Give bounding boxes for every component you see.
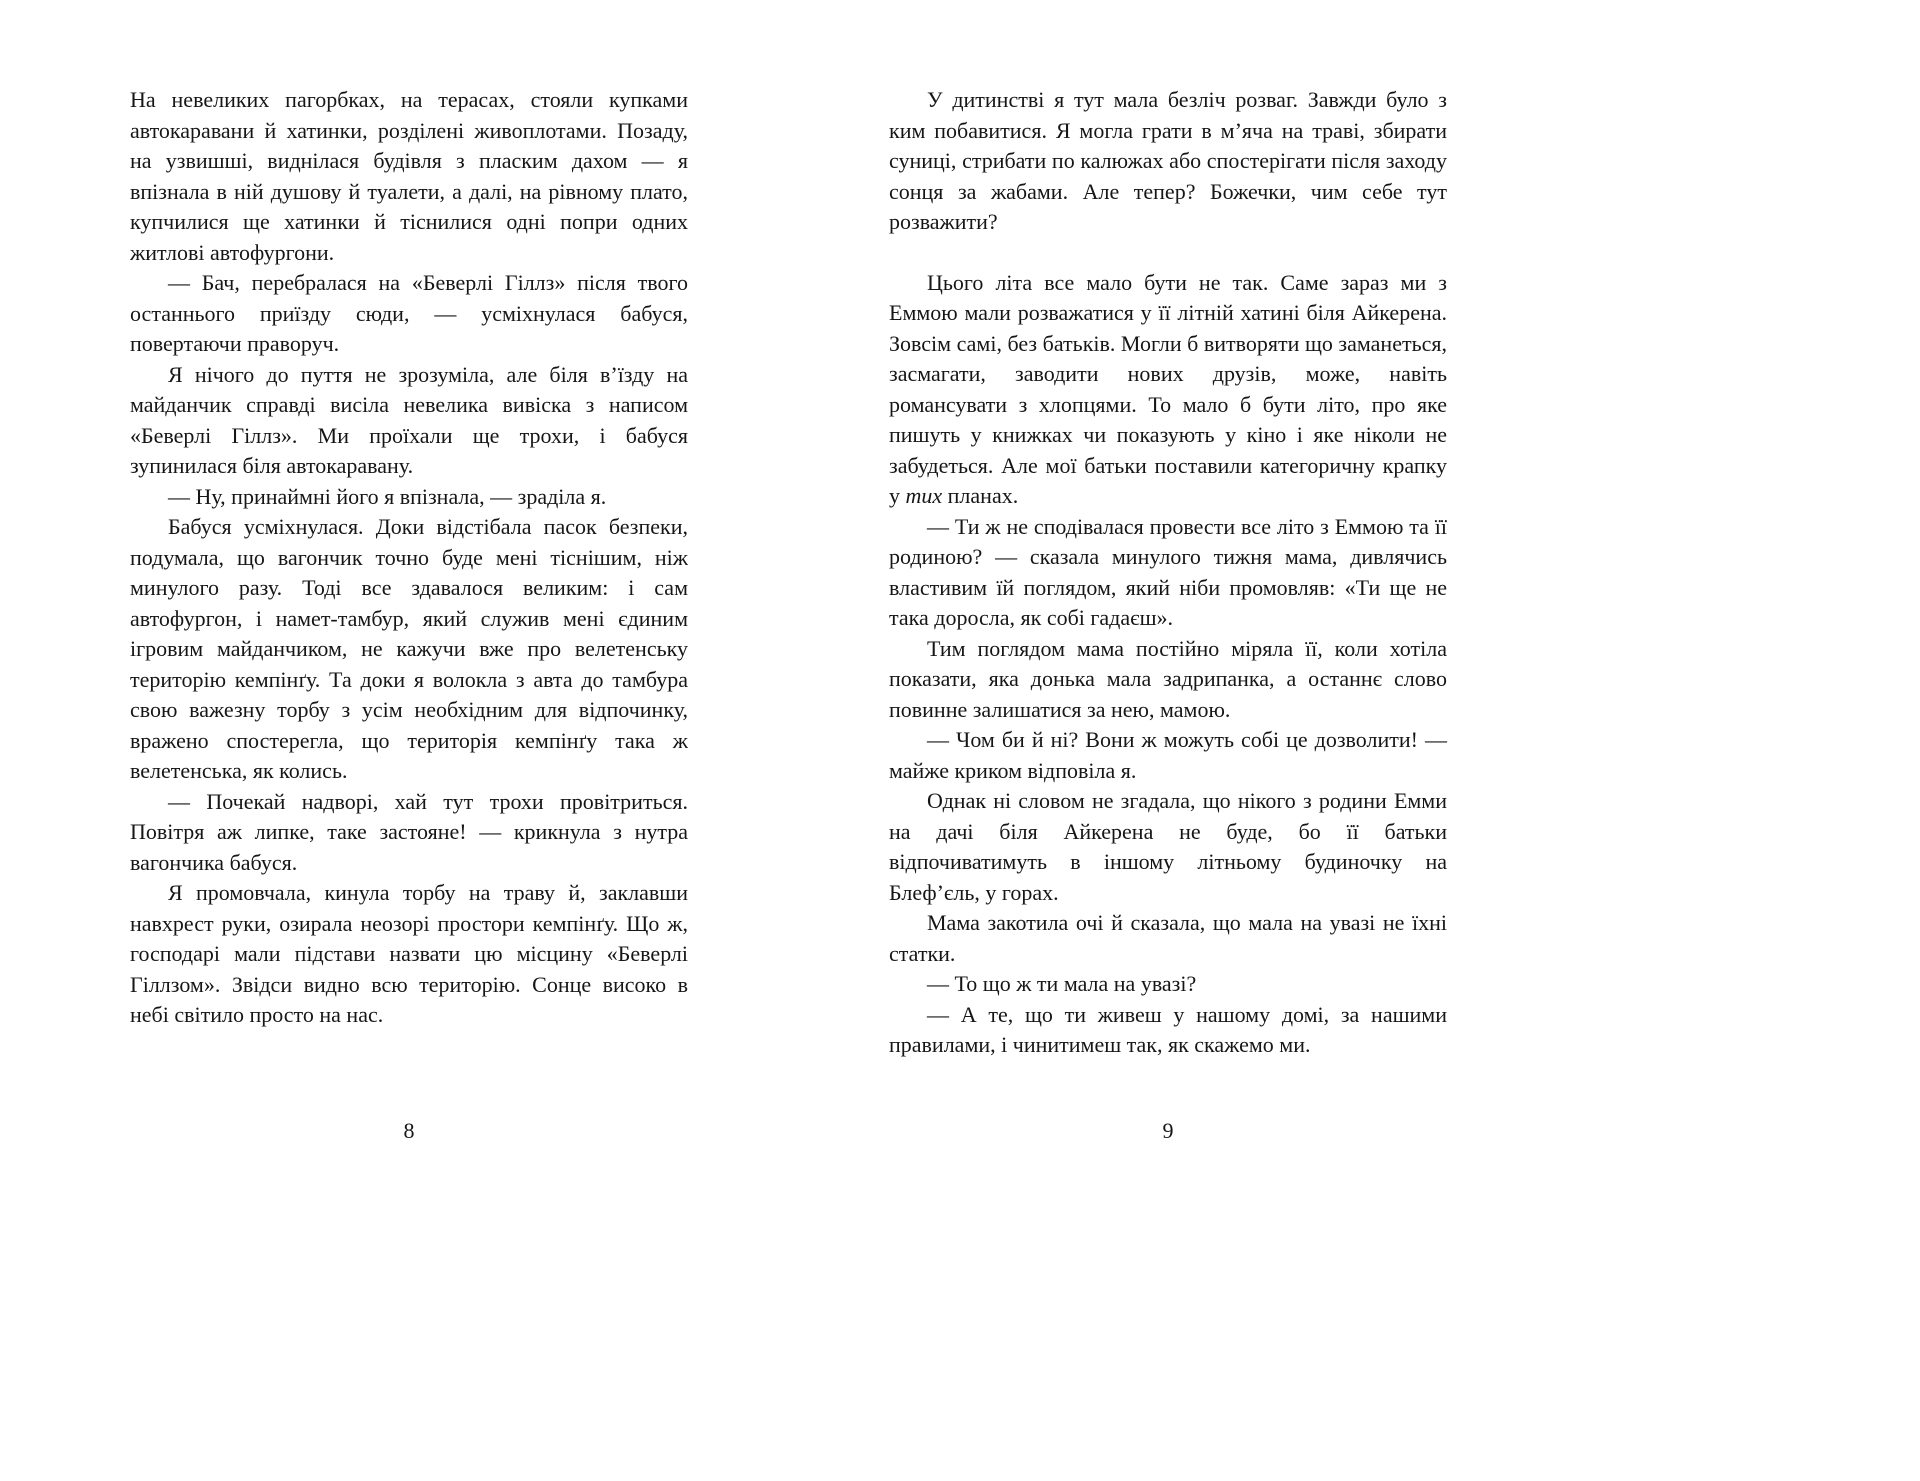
paragraph <box>889 512 1447 634</box>
page-right-text <box>889 85 1447 1061</box>
paragraph <box>130 268 688 360</box>
body-text: — Бач, перебралася на «Беверлі Гіллз» після твого останнього приїзду сюди, — усміхнулася бабуся, повертаючи праворуч. <box>130 270 688 356</box>
page-number-right: 9 <box>1162 1118 1174 1143</box>
body-text: — То що ж ти мала на увазі? <box>927 971 1197 996</box>
body-text: планах. <box>942 483 1019 508</box>
body-text: Тим поглядом мама постійно міряла її, коли хотіла показати, яка донька мала задрипанка, а останнє слово повинне залишатися за нею, мамою. <box>889 635 1447 722</box>
paragraph <box>889 969 1447 1000</box>
body-text: Однак ні словом не згадала, що нікого з родини Емми на дачі біля Айкерена не буде, бо її батьки відпочиватимуть в іншому літньому будиночку на Блеф’єль, у горах. <box>889 788 1447 905</box>
paragraph <box>889 634 1447 726</box>
paragraph <box>130 360 688 482</box>
body-text: — Ну, принаймні його я впізнала, — зраділа я. <box>168 483 607 509</box>
paragraph <box>130 85 688 268</box>
body-text: — Почекай надворі, хай тут трохи провітриться. Повітря аж липке, таке застояне! — крикнула з нутра вагончика бабуся. <box>130 788 688 875</box>
paragraph <box>130 787 688 879</box>
body-text: — Ти ж не сподівалася провести все літо з Еммою та її родиною? — сказала минулого тижня мама, дивлячись властивим їй поглядом, який ніби промовляв: «Ти ще не така доросла, як собі гадаєш». <box>889 513 1447 630</box>
paragraph <box>889 1000 1447 1061</box>
body-text: У дитинстві я тут мала безліч розваг. Завжди було з ким побавитися. Я могла грати в м’яча на траві, збирати суниці, стрибати по калюжах або спостерігати після заходу сонця за жабами. Але тепер? Божечки, чим себе тут розважити? <box>889 87 1447 234</box>
body-text: Бабуся усміхнулася. Доки відстібала пасок безпеки, подумала, що вагончик точно буде мені тіснішим, ніж минулого разу. Тоді все здавалося великим: і сам автофургон, і намет-тамбур, який служив мені єдиним ігровим майданчиком, не кажучи вже про велетенську територію кемпінґу. Та доки я волокла з авта до тамбура свою важезну торбу з усім необхідним для відпочинку, вражено спостерегла, що територія кемпінґу така ж велетенська, як колись. <box>130 514 688 783</box>
body-text: Я нічого до пуття не зрозуміла, але біля в’їзду на майданчик справді висіла невелика вивіска з написом «Беверлі Гіллз». Ми проїхали ще трохи, і бабуся зупинилася біля автокаравану. <box>130 361 688 478</box>
paragraph <box>889 725 1447 786</box>
body-text: Мама закотила очі й сказала, що мала на увазі не їхні статки. <box>889 910 1447 966</box>
body-text: Цього літа все мало бути не так. Саме зараз ми з Еммою мали розважатися у її літній хатині біля Айкерена. Зовсім самі, без батьків. Могли б витворяти що заманеться, засмагати, заводити нових друзів, може, навіть романсувати з хлопцями. То мало б бути літо, про яке пишуть у книжках чи показують у кіно і яке ніколи не забудеться. Але мої батьки поставили категоричну крапку у <box>889 269 1447 508</box>
body-text: На невеликих пагорбках, на терасах, стояли купками автокаравани й хатинки, розділені живоплотами. Позаду, на узвишші, виднілася будівля з пласким дахом — я впізнала в ній душову й туалети, а далі, на рівному плато, купчилися ще хатинки й тіснилися одні попри одних житлові автофургони. <box>130 87 688 265</box>
body-text: — Чом би й ні? Вони ж можуть собі це дозволити! — майже криком відповіла я. <box>889 727 1447 783</box>
page-number-left: 8 <box>403 1118 415 1143</box>
paragraph <box>130 512 688 787</box>
page-left-text <box>130 85 688 1031</box>
paragraph <box>889 85 1447 238</box>
body-text: — А те, що ти живеш у нашому домі, за нашими правилами, і чинитимеш так, як скажемо ми. <box>889 1001 1447 1057</box>
paragraph <box>130 878 688 1031</box>
paragraph <box>130 482 688 513</box>
paragraph <box>889 268 1447 512</box>
paragraph <box>889 786 1447 908</box>
emphasized-text: тих <box>905 483 943 508</box>
body-text: Я промовчала, кинула торбу на траву й, заклавши навхрест руки, озирала неозорі простори кемпінґу. Що ж, господарі мали підстави назвати цю місцину «Беверлі Гіллзом». Звідси видно всю територію. Сонце високо в небі світило просто на нас. <box>130 880 688 1027</box>
paragraph <box>889 908 1447 969</box>
